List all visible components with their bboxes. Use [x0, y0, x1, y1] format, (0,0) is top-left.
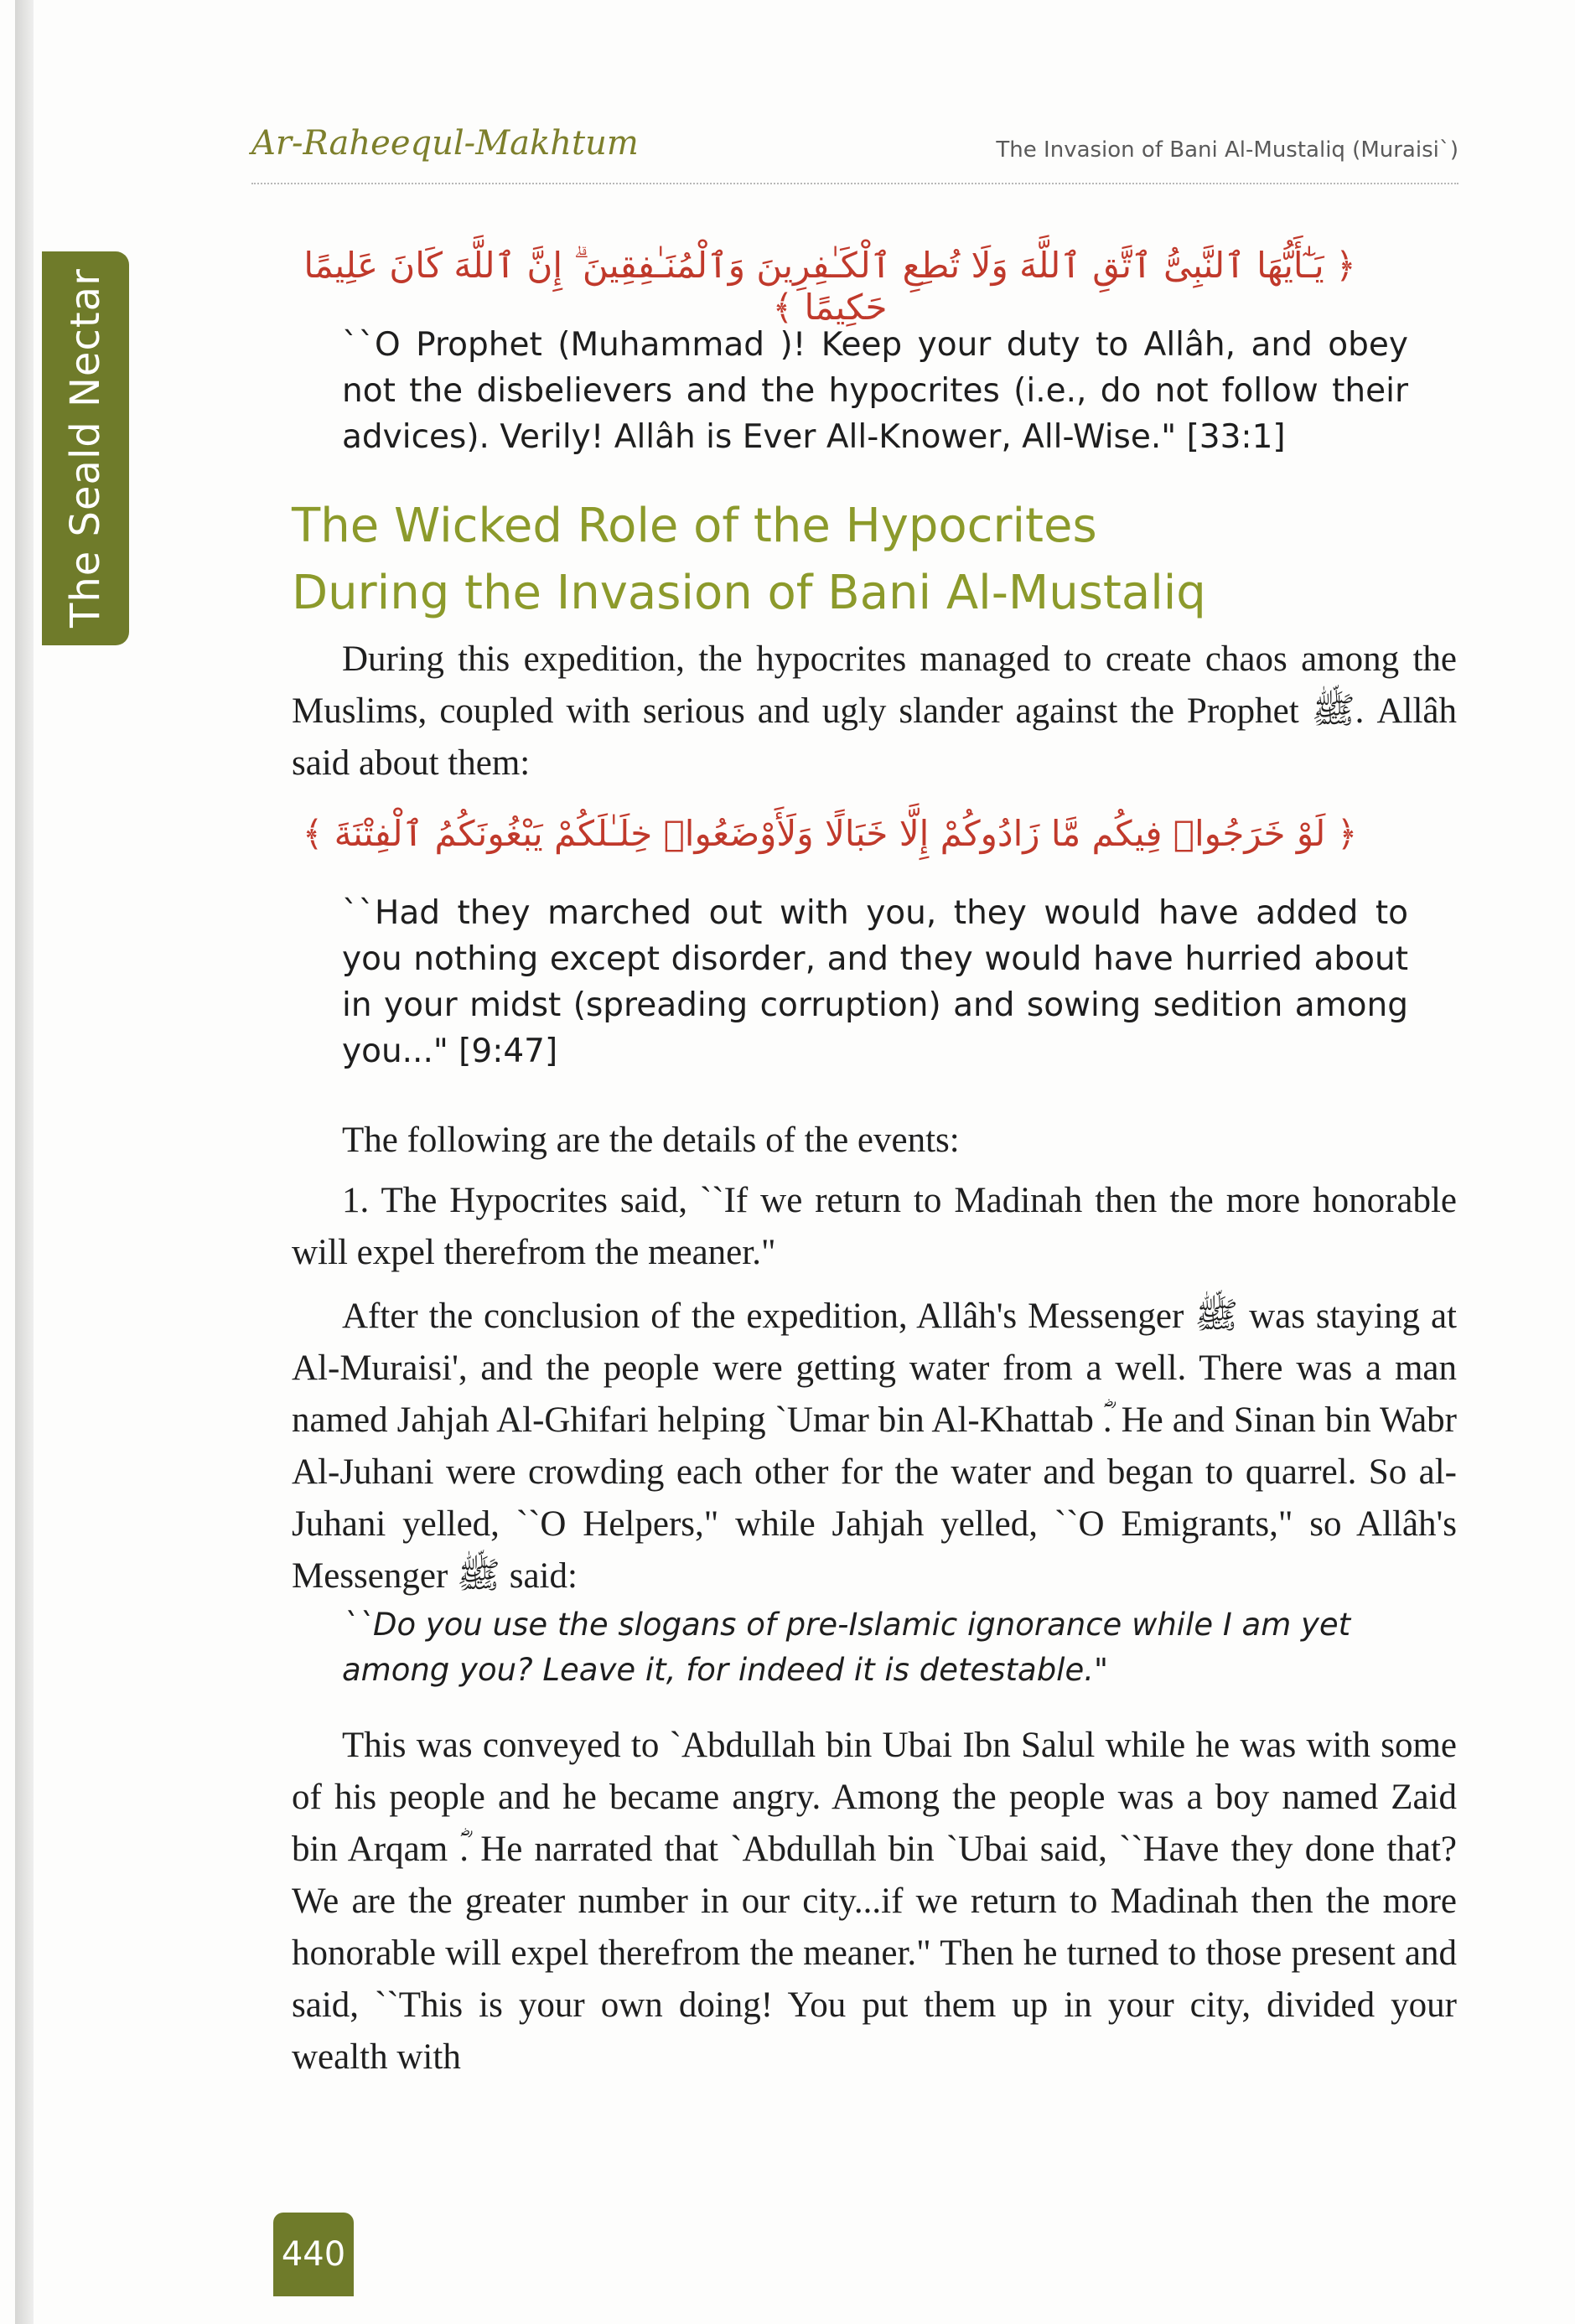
section-heading [292, 493, 1465, 627]
prophet-quote: ``Do you use the slogans of pre-Islamic ignorance while I am yet among you? Leave it, for indeed it is detestable." [342, 1607, 1351, 1688]
point-1-text: 1. The Hypocrites said, ``If we return to Madinah then the more honorable will expel therefrom the meaner." [292, 1181, 1457, 1272]
quran-verse-2 [302, 813, 1358, 854]
verse-2-translation: ``Had they marched out with you, they would have added to you nothing except disorder, and they would have hurried about in your midst (spreading corruption) and sowing sedition among you..." [9:47] [342, 894, 1408, 1070]
verse-bracket-open-icon: ﴿ [1336, 813, 1358, 854]
point-1-paragraph [292, 1175, 1457, 1279]
abdullah-paragraph [292, 1720, 1457, 2083]
details-intro-text: The following are the details of the events: [342, 1121, 960, 1160]
expedition-paragraph [292, 1291, 1457, 1602]
header-book-name: Ar-Raheequl-Makhtum [251, 124, 639, 163]
quran-verse-1 [302, 245, 1358, 328]
running-header [251, 124, 1458, 184]
quran-verse-1-arabic: يَـٰٓأَيُّهَا ٱلنَّبِىُّ ٱتَّقِ ٱللَّهَ وَلَا تُطِعِ ٱلْكَـٰفِرِينَ وَٱلْمُنَـٰفِقِينَ ۗ إِنَّ ٱللَّهَ كَانَ عَلِيمًا حَكِيمًا [303, 245, 1324, 328]
expedition-paragraph-text: After the conclusion of the expedition, Allâh's Messenger ﷺ was staying at Al-Muraisi', and the people were getting water from a well. There was a man named Jahjah Al-Ghifari helping `Umar bin Al-Khattab ؓ. He and Sinan bin Wabr Al-Juhani were crowding each other for the water and began to quarrel. So al-Juhani yelled, ``O Helpers," while Jahjah yelled, ``O Emigrants," so Allâh's Messenger ﷺ said: [292, 1297, 1457, 1596]
verse-bracket-open-icon: ﴿ [1335, 245, 1356, 286]
quran-verse-2-arabic: لَوْ خَرَجُوا۟ فِيكُم مَّا زَادُوكُمْ إِلَّا خَبَالًا وَلَأَوْضَعُوا۟ خِلَـٰلَكُمْ يَبْغُونَكُمُ ٱلْفِتْنَةَ [334, 813, 1326, 854]
intro-paragraph-text: During this expedition, the hypocrites managed to create chaos among the Muslims, coupled with serious and ugly slander against the Prophet ﷺ. Allâh said about them: [292, 639, 1457, 783]
header-chapter-title: The Invasion of Bani Al-Mustaliq (Muraisi`) [996, 137, 1458, 163]
intro-paragraph [292, 634, 1457, 789]
verse-bracket-close-icon: ﴾ [772, 287, 794, 328]
page-spine-shadow [15, 0, 34, 2324]
section-heading-line-2: During the Invasion of Bani Al-Mustaliq [292, 566, 1206, 620]
page-number: 440 [273, 2213, 354, 2296]
details-intro [292, 1115, 1457, 1167]
book-title-tab: The Seald Nectar [62, 268, 109, 629]
abdullah-paragraph-text: This was conveyed to `Abdullah bin Ubai Ibn Salul while he was with some of his people and he became angry. Among the people was a boy named Zaid bin Arqam ؓ. He narrated that `Abdullah bin `Ubai said, ``Have they done that? We are the greater number in our city...if we return to Madinah then the more honorable will expel therefrom the meaner." Then he turned to those present and said, ``This is your own doing! You put them up in your city, divided your wealth with [292, 1726, 1457, 2077]
verse-bracket-close-icon: ﴾ [302, 813, 324, 854]
verse-1-translation: ``O Prophet (Muhammad )! Keep your duty to Allâh, and obey not the disbelievers and the hypocrites (i.e., do not follow their advices). Verily! Allâh is Ever All-Knower, All-Wise." [33:1] [342, 326, 1408, 456]
section-heading-line-1: The Wicked Role of the Hypocrites [292, 499, 1097, 553]
